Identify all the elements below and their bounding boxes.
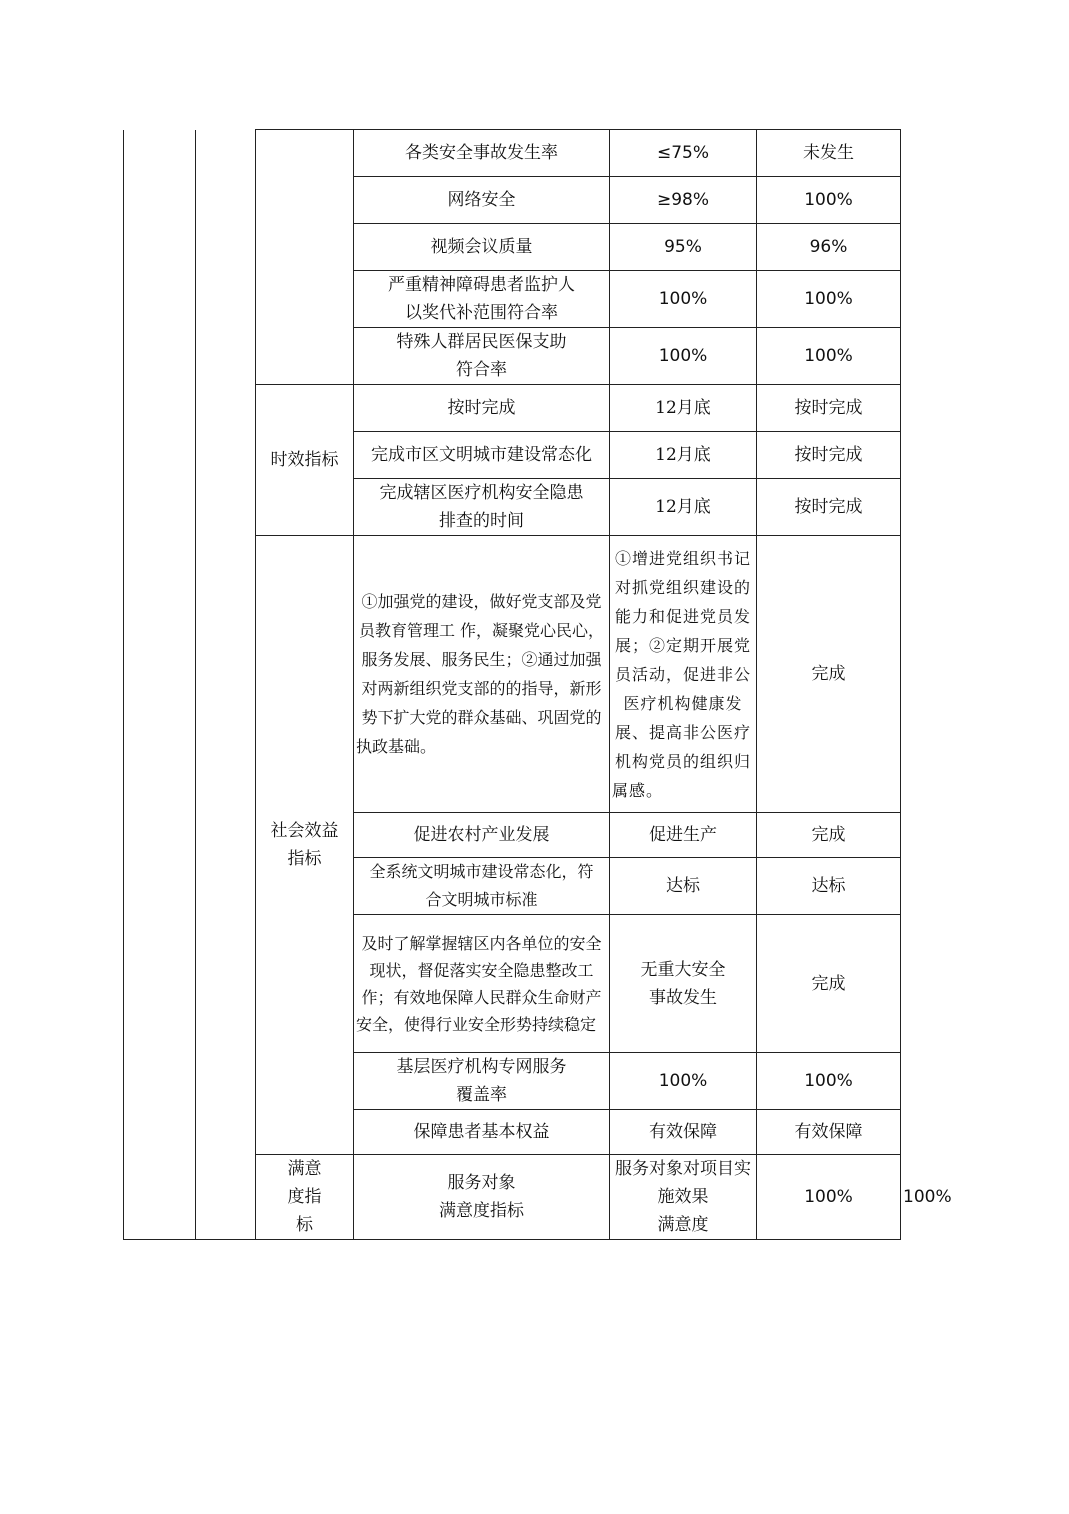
indicator-cell: 视频会议质量: [354, 224, 610, 271]
target-line: 无重大安全: [640, 959, 726, 980]
indicator-cell: 促进农村产业发展: [354, 813, 610, 858]
table-row: 满意 度指 标 服务对象 满意度指标 服务对象对项目实施效果 满意度 100% 100%: [124, 1155, 901, 1240]
indicator-line: 严重精神障碍患者监护人: [388, 275, 575, 295]
actual-cell: 按时完成: [757, 432, 901, 479]
actual-cell: 100%: [757, 271, 901, 328]
indicator-cell: 按时完成: [354, 385, 610, 432]
category-cell-social: [256, 536, 354, 1155]
category-line: 服务对象: [447, 1173, 516, 1193]
target-cell: [610, 915, 757, 1053]
target-cell: 95%: [610, 224, 757, 271]
target-cell: 有效保障: [610, 1110, 757, 1155]
category-line: 指标: [287, 849, 322, 869]
target-cell: 12月底: [610, 432, 757, 479]
actual-cell: 完成: [757, 813, 901, 858]
category-line: 标: [296, 1215, 313, 1235]
target-cell: 12月底: [610, 479, 757, 536]
indicator-line: 基层医疗机构专网服务: [396, 1057, 567, 1077]
table-row: [124, 130, 901, 177]
indicator-line: 排查的时间: [439, 511, 524, 531]
indicator-cell: 各类安全事故发生率: [354, 130, 610, 177]
target-cell: 100%: [757, 1155, 901, 1240]
indicator-line: 以奖代补范围符合率: [405, 303, 558, 323]
indicator-line: 完成辖区医疗机构安全隐患: [379, 483, 584, 503]
indicator-line: 符合率: [456, 360, 507, 380]
target-cell: 100%: [610, 328, 757, 385]
actual-cell: 100%: [757, 1053, 901, 1110]
indicator-cell: [354, 858, 610, 915]
actual-cell: 96%: [757, 224, 901, 271]
category-line: 度指: [287, 1187, 322, 1207]
category-line: 满意: [287, 1159, 322, 1179]
indicator-line: 合文明城市标准: [425, 890, 538, 909]
indicator-line: 满意度: [657, 1215, 709, 1235]
actual-cell: 有效保障: [757, 1110, 901, 1155]
actual-cell: 按时完成: [757, 385, 901, 432]
actual-cell: 100%: [757, 177, 901, 224]
indicator-cell: [610, 1155, 757, 1240]
actual-cell: 完成: [757, 536, 901, 813]
category-line: 满意度指标: [439, 1201, 524, 1221]
target-cell: 100%: [610, 271, 757, 328]
indicator-cell: 网络安全: [354, 177, 610, 224]
actual-cell: 按时完成: [757, 479, 901, 536]
target-cell: ≥98%: [610, 177, 757, 224]
category-cell-satisfaction: [354, 1155, 610, 1240]
actual-cell: 未发生: [757, 130, 901, 177]
target-cell: ①增进党组织书记对抓党组织建设的能力和促进党员发展；②定期开展党员活动，促进非公医疗机构健康发展、提高非公医疗机构党员的组织归属感。: [610, 536, 757, 813]
third-level-cell-safety: [256, 130, 354, 385]
actual-cell: 100%: [757, 328, 901, 385]
actual-cell: 完成: [757, 915, 901, 1053]
target-cell: 达标: [610, 858, 757, 915]
target-cell: ≤75%: [610, 130, 757, 177]
target-cell: 促进生产: [610, 813, 757, 858]
indicator-line: 特殊人群居民医保支助: [396, 332, 567, 352]
category-line: 社会效益: [270, 821, 339, 841]
indicator-cell: [354, 479, 610, 536]
indicator-line: 覆盖率: [456, 1085, 507, 1105]
indicator-cell: ①加强党的建设，做好党支部及党员教育管理工 作，凝聚党心民心，服务发展、服务民生；②通过加强对两新组织党支部的的指导，新形势下扩大党的群众基础、巩固党的执政基础。: [354, 536, 610, 813]
indicator-line: 全系统文明城市建设常态化，符: [369, 862, 594, 881]
performance-indicator-table: [123, 129, 952, 1240]
second-level-cell-satisfaction: [256, 1155, 354, 1240]
target-line: 事故发生: [649, 987, 717, 1008]
target-cell: 100%: [610, 1053, 757, 1110]
second-level-cell: [196, 130, 256, 1240]
indicator-cell: [354, 328, 610, 385]
indicator-cell: 完成市区文明城市建设常态化: [354, 432, 610, 479]
indicator-cell: [354, 1053, 610, 1110]
first-level-cell: [124, 130, 196, 1240]
indicator-cell: 保障患者基本权益: [354, 1110, 610, 1155]
indicator-cell: [354, 271, 610, 328]
indicator-line: 服务对象对项目实施效果: [615, 1159, 751, 1207]
category-cell-time: 时效指标: [256, 385, 354, 536]
target-cell: 12月底: [610, 385, 757, 432]
indicator-cell: 及时了解掌握辖区内各单位的安全现状，督促落实安全隐患整改工作；有效地保障人民群众生命财产安全，使得行业安全形势持续稳定: [354, 915, 610, 1053]
actual-cell: 达标: [757, 858, 901, 915]
